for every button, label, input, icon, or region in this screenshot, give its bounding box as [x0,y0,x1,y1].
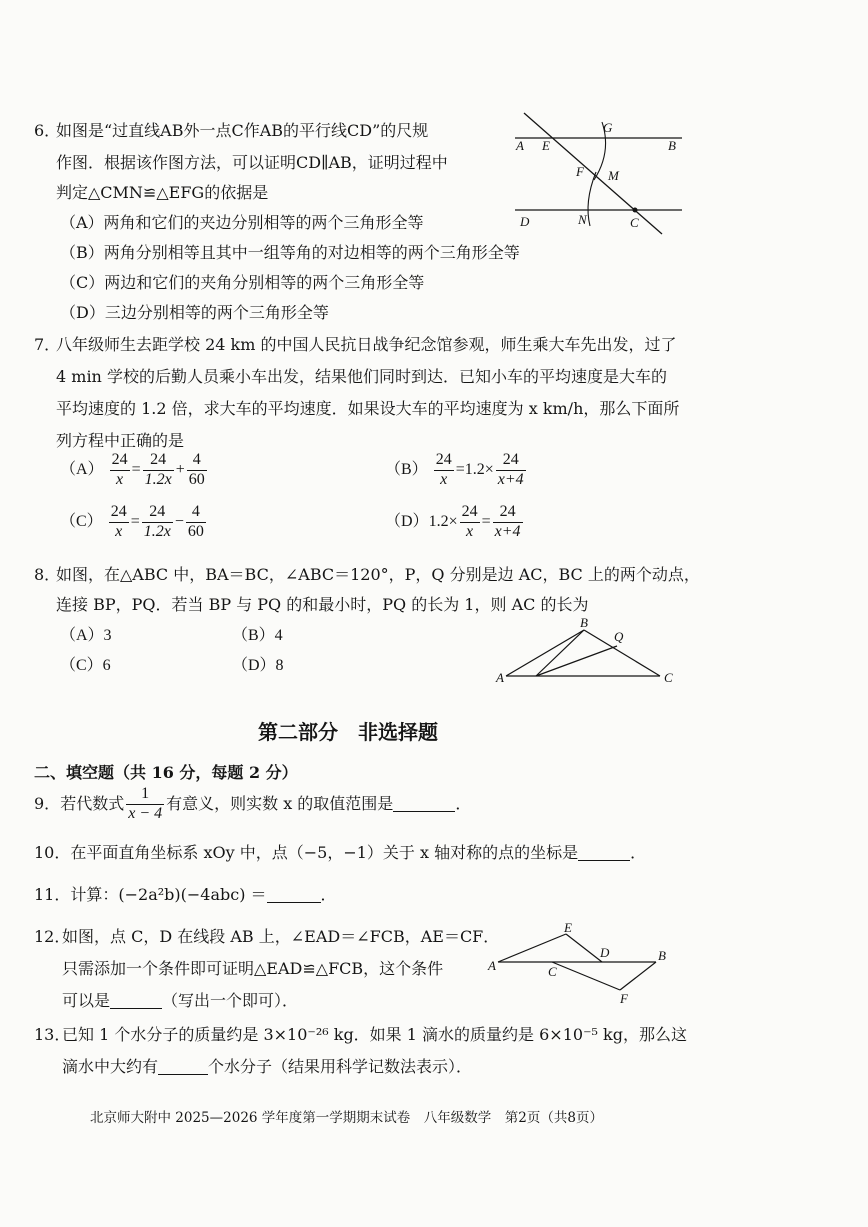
label-a: A [488,958,496,973]
q13-answer-blank [158,1058,208,1075]
q8-option-c: （C）6 [60,657,111,674]
segment-ae [498,934,566,962]
q12-answer-blank [110,992,162,1009]
q8-option-a: （A）3 [60,627,112,644]
label-f: F [576,164,584,179]
q6-option-a: （A）两角和它们的夹边分别相等的两个三角形全等 [60,213,424,232]
label-b: B [580,615,588,630]
q7-line-3: 平均速度的 1.2 倍，求大车的平均速度．如果设大车的平均速度为 x km/h，那么下面所 [56,399,680,418]
segment-bp [536,630,584,676]
segment-fb [620,962,656,990]
label-d: D [520,214,530,229]
q8-line-1: 如图，在△ABC 中，BA＝BC，∠ABC＝120°，P，Q 分别是边 AC，BC 上的两个动点， [56,565,700,584]
part2-title: 第二部分 非选择题 [258,720,438,744]
q7-option-d: （D）1.2× $\frac{24}{x}$ = $\frac{24}{x+4}$ [385,503,521,540]
q6-number: 6． [34,121,61,140]
q11-answer-blank [267,886,321,903]
segment-ab [506,630,584,676]
q8-number: 8． [34,565,61,584]
q6-option-b: （B）两角分别相等且其中一组等角的对边相等的两个三角形全等 [60,243,520,262]
q7-line-1: 八年级师生去距学校 24 km 的中国人民抗日战争纪念馆参观，师生乘大车先出发，过了 [56,335,677,354]
q13-line-2: 滴水中大约有 个水分子（结果用科学记数法表示）． [62,1057,473,1076]
label-e: E [542,138,550,153]
label-m: M [608,168,619,183]
label-e: E [564,920,572,935]
q7-option-c: （C） $\frac{24}{x}$ = $\frac{24}{1.2x}$ − $\frac{4}{60}$ [60,503,204,540]
transversal [524,113,662,234]
page-footer: 北京师大附中 2025—2026 学年度第一学期期末试卷 八年级数学 第2页（共8页） [90,1110,603,1126]
q6-option-d: （D）三边分别相等的两个三角形全等 [60,303,329,322]
label-f: F [620,991,628,1006]
q7-option-b: （B） $\frac{24}{x}$ =1.2× $\frac{24}{x+4}$ [385,451,524,488]
q6-line-1: 如图是“过直线AB外一点C作AB的平行线CD”的尺规 [56,121,429,140]
arc-n [588,172,596,226]
q7-number: 7． [34,335,61,354]
q7-line-4: 列方程中正确的是 [56,431,185,450]
point-c [633,208,638,213]
segment-cf [552,962,620,990]
label-n: N [578,212,587,227]
label-c: C [664,670,673,685]
q10-answer-blank [578,844,630,861]
q8-option-d: （D）8 [232,657,284,674]
q9-answer-blank [393,795,455,812]
q7-line-2: 4 min 学校的后勤人员乘小车出发，结果他们同时到达．已知小车的平均速度是大车的 [56,367,667,386]
q10-line: 10．在平面直角坐标系 xOy 中，点（−5，−1）关于 x 轴对称的点的坐标是 ． [34,843,647,862]
q6-line-2: 作图．根据该作图方法，可以证明CD∥AB，证明过程中 [56,153,448,172]
q6-option-c: （C）两边和它们的夹角分别相等的两个三角形全等 [60,273,425,292]
q11-line: 11．计算：(−2a²b)(−4abc) ＝ ． [34,885,337,904]
q13-line-1: 已知 1 个水分子的质量约是 3×10⁻²⁶ kg．如果 1 滴水的质量约是 6×10⁻⁵ kg，那么这 [62,1025,687,1044]
q8-figure [492,614,682,690]
label-q: Q [614,629,624,644]
q12-line-2: 只需添加一个条件即可证明△EAD≌△FCB，这个条件 [62,959,444,978]
q12-figure [484,920,674,1006]
q7-option-a: （A） $\frac{24}{x}$ = $\frac{24}{1.2x}$ + $\frac{4}{60}$ [60,451,205,488]
label-g: G [603,120,613,135]
label-c: C [630,215,639,230]
label-a: A [516,138,524,153]
label-b: B [668,138,676,153]
label-c: C [548,964,557,979]
section2-title: 二、填空题（共 16 分，每题 2 分） [34,763,298,782]
q12-line-3: 可以是 （写出一个即可）． [62,991,299,1010]
q13-number: 13． [34,1025,71,1044]
q9-line: 9．若代数式 $\frac{1}{x - 4}$ 有意义，则实数 x 的取值范围是 ． [34,785,472,822]
label-a: A [496,670,504,685]
q6-figure [510,110,690,240]
q6-line-3: 判定△CMN≌△EFG的依据是 [56,183,269,202]
q12-number: 12． [34,927,71,946]
q8-option-b: （B）4 [232,627,283,644]
label-b: B [658,948,666,963]
q12-line-1: 如图，点 C，D 在线段 AB 上，∠EAD＝∠FCB，AE＝CF． [62,927,500,946]
label-d: D [600,945,610,960]
segment-ed [566,934,602,962]
q8-line-2: 连接 BP，PQ．若当 BP 与 PQ 的和最小时，PQ 的长为 1，则 AC 的长为 [56,595,589,614]
